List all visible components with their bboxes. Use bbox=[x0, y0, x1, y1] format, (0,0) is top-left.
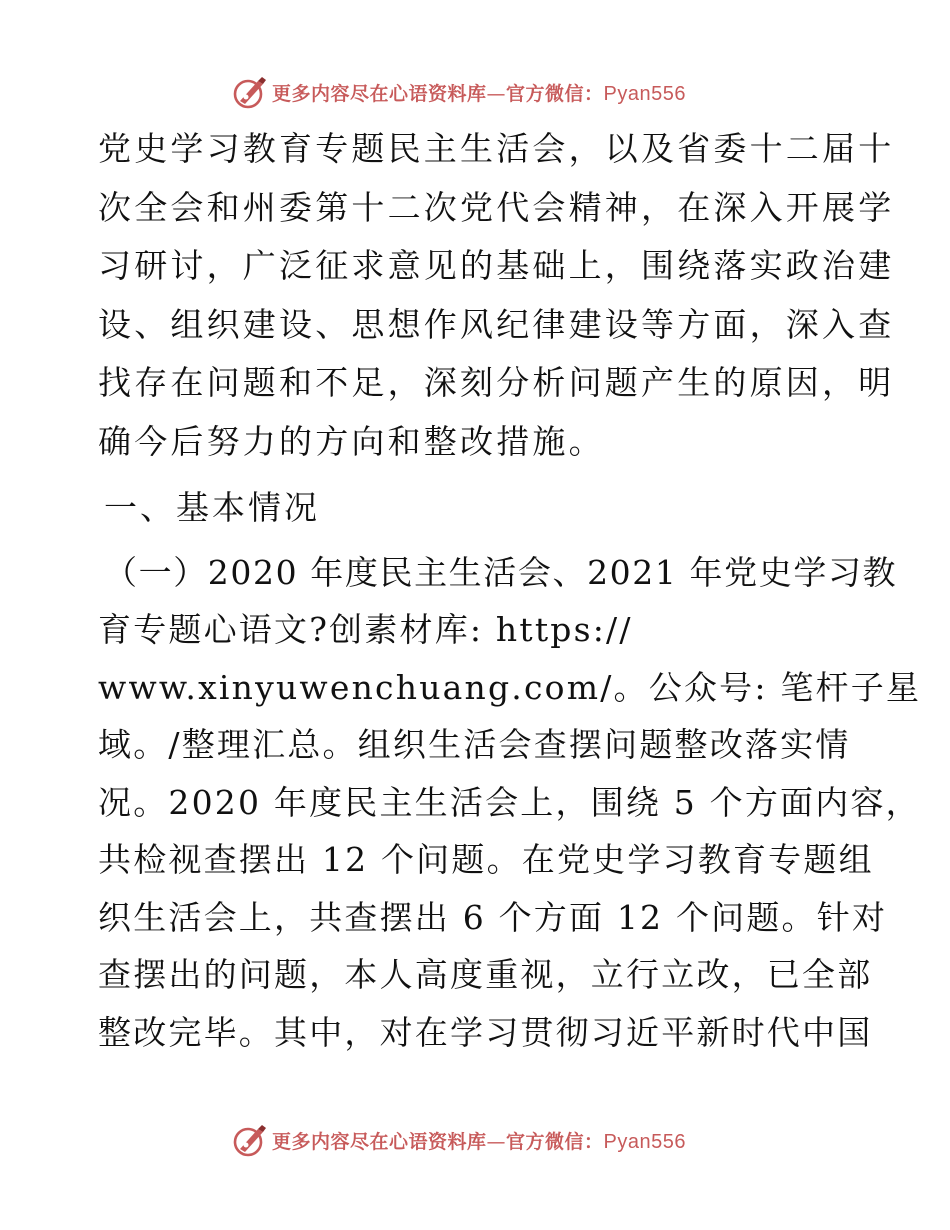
text-line: 次全会和州委第十二次党代会精神，在深入开展学 bbox=[98, 187, 895, 227]
watermark-wechat-id: Pyan556 bbox=[603, 82, 686, 105]
text-line: 域。/整理汇总。组织生活会查摆问题整改落实情 bbox=[98, 725, 851, 765]
text-line: 共检视查摆出 12 个问题。在党史学习教育专题组 bbox=[98, 840, 874, 880]
text-line: 找存在问题和不足，深刻分析问题产生的原因，明 bbox=[98, 363, 895, 403]
footer-watermark bbox=[0, 1120, 950, 1160]
text-line: 整改完毕。其中，对在学习贯彻习近平新时代中国 bbox=[98, 1012, 873, 1052]
text-line: 设、组织建设、思想作风纪律建设等方面，深入查 bbox=[98, 304, 895, 344]
watermark-text bbox=[272, 79, 686, 106]
watermark-official-label: 官方微信： bbox=[506, 82, 604, 105]
watermark-official-label: 官方微信： bbox=[506, 1130, 604, 1153]
subsection-body bbox=[98, 601, 922, 1061]
watermark-text bbox=[272, 1127, 686, 1154]
watermark-wechat-id: Pyan556 bbox=[603, 1130, 686, 1153]
document-body bbox=[98, 120, 922, 1061]
watermark-dash: — bbox=[486, 82, 507, 105]
text-line: 习研讨，广泛征求意见的基础上，围绕落实政治建 bbox=[98, 246, 895, 286]
text-line: 党史学习教育专题民主生活会，以及省委十二届十 bbox=[98, 129, 895, 168]
text-line: 确今后努力的方向和整改措施。 bbox=[98, 421, 605, 461]
watermark-main-text: 更多内容尽在心语资料库 bbox=[272, 1130, 487, 1153]
watermark-dash: — bbox=[486, 1130, 507, 1153]
header-watermark bbox=[0, 72, 950, 112]
text-line: 查摆出的问题，本人高度重视，立行立改，已全部 bbox=[98, 955, 873, 995]
watermark-main-text: 更多内容尽在心语资料库 bbox=[272, 82, 487, 105]
pen-logo-icon bbox=[232, 1123, 268, 1157]
text-line: www.xinyuwenchuang.com/。公众号: 笔杆子星 bbox=[98, 667, 922, 707]
section-heading: 一、基本情况 bbox=[104, 487, 320, 527]
paragraph-intro bbox=[98, 120, 895, 472]
text-line: 织生活会上，共查摆出 6 个方面 12 个问题。针对 bbox=[98, 897, 888, 937]
subsection-first-line: （一）2020 年度民主生活会、2021 年党史学习教 bbox=[104, 552, 898, 592]
text-line: 育专题心语文?创素材库: https:// bbox=[98, 610, 633, 650]
text-line: 况。2020 年度民主生活会上，围绕 5 个方面内容， bbox=[98, 782, 921, 822]
pen-logo-icon bbox=[232, 75, 268, 109]
